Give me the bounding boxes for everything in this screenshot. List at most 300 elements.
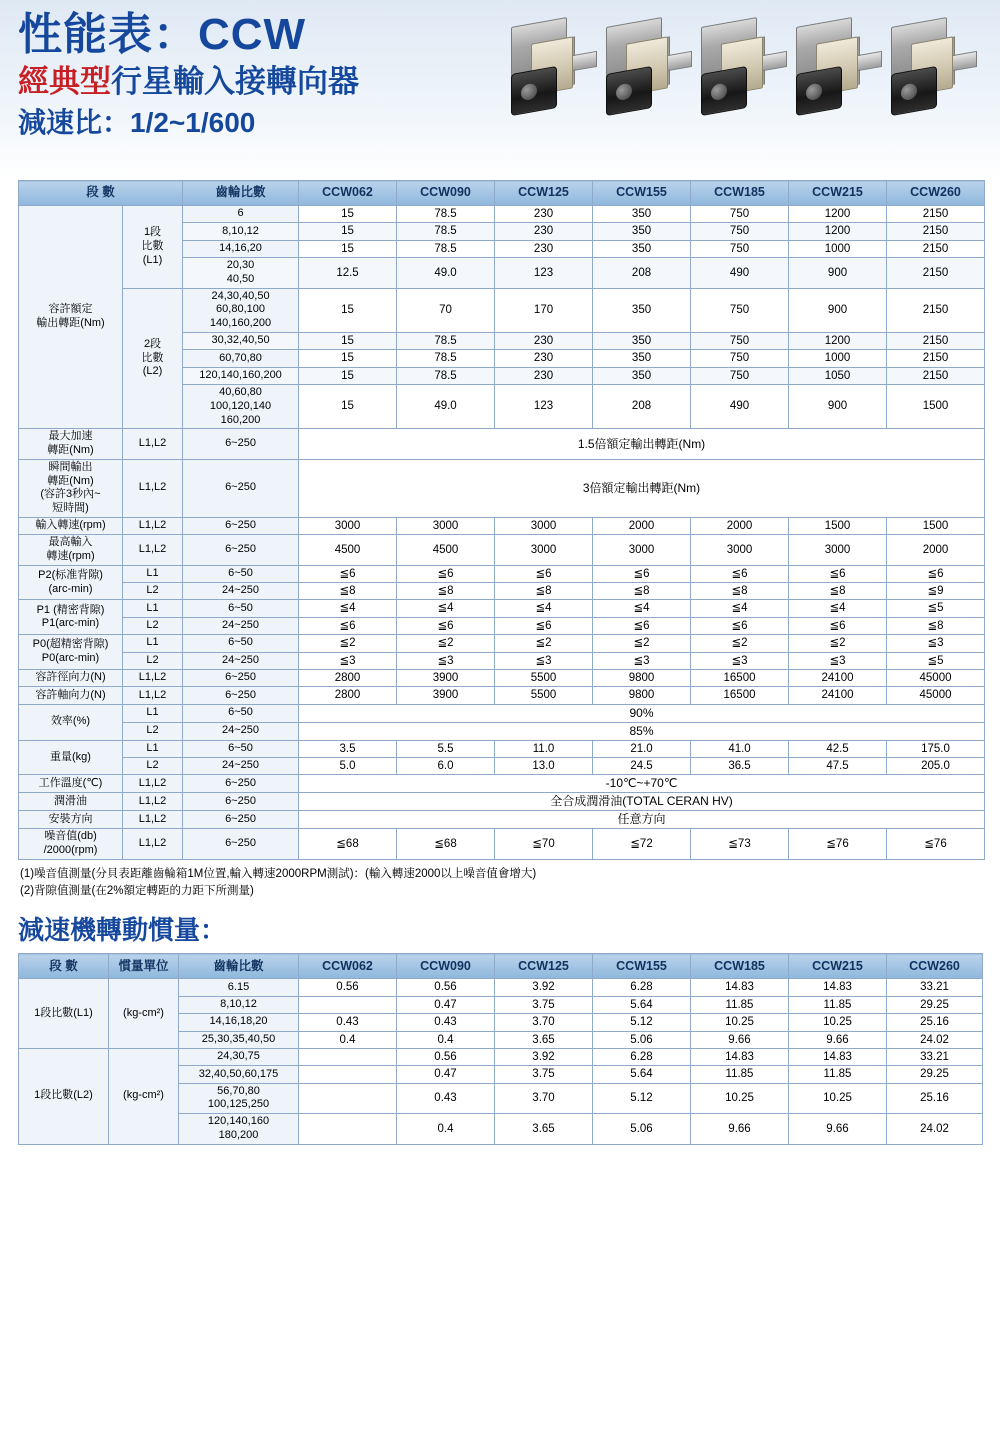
value-cell: 21.0 bbox=[593, 740, 691, 757]
value-cell: ≦73 bbox=[691, 829, 789, 860]
value-cell: 0.43 bbox=[397, 1014, 495, 1031]
ratio-cell: 6~250 bbox=[183, 535, 299, 566]
value-cell: 9.66 bbox=[789, 1031, 887, 1048]
gearbox-icon bbox=[505, 14, 601, 134]
spec-span-value: -10℃~+70℃ bbox=[299, 775, 985, 793]
ratio-cell: 120,140,160,200 bbox=[183, 367, 299, 384]
value-cell: 10.25 bbox=[691, 1083, 789, 1114]
value-cell: ≦6 bbox=[299, 565, 397, 582]
value-cell: 3000 bbox=[593, 535, 691, 566]
stage-cell: L1,L2 bbox=[123, 669, 183, 686]
gearbox-illustrations bbox=[505, 14, 995, 144]
page-header bbox=[0, 0, 1000, 180]
value-cell: ≦6 bbox=[789, 617, 887, 634]
value-cell: ≦68 bbox=[397, 829, 495, 860]
col-ccw062: CCW062 bbox=[299, 954, 397, 979]
value-cell: ≦8 bbox=[397, 583, 495, 600]
value-cell: ≦6 bbox=[299, 617, 397, 634]
spec-label: 輸入轉速(rpm) bbox=[19, 517, 123, 534]
value-cell: ≦5 bbox=[887, 600, 985, 617]
stage-cell: L1,L2 bbox=[123, 793, 183, 811]
ratio-cell: 6~250 bbox=[183, 429, 299, 460]
value-cell: 230 bbox=[495, 332, 593, 349]
table-row bbox=[19, 829, 985, 860]
ratio-cell: 24~250 bbox=[183, 758, 299, 775]
col-ccw260: CCW260 bbox=[887, 181, 985, 206]
value-cell: 11.85 bbox=[691, 996, 789, 1013]
value-cell: 49.0 bbox=[397, 385, 495, 429]
col-ccw125: CCW125 bbox=[495, 181, 593, 206]
value-cell: 6.28 bbox=[593, 1048, 691, 1065]
ratio-range: 減速比：1/2~1/600 bbox=[18, 106, 256, 138]
ratio-cell: 8,10,12 bbox=[183, 223, 299, 240]
value-cell: ≦6 bbox=[691, 565, 789, 582]
value-cell bbox=[299, 996, 397, 1013]
inertia-l1-label: 1段比數(L1) bbox=[19, 979, 109, 1049]
table-row bbox=[19, 288, 985, 332]
value-cell: ≦3 bbox=[789, 652, 887, 669]
value-cell: 0.56 bbox=[397, 1048, 495, 1065]
stage-cell: L1,L2 bbox=[123, 829, 183, 860]
value-cell: ≦8 bbox=[495, 583, 593, 600]
stage-cell: L1,L2 bbox=[123, 811, 183, 829]
value-cell: 3.92 bbox=[495, 979, 593, 996]
value-cell: 0.43 bbox=[299, 1014, 397, 1031]
value-cell: ≦72 bbox=[593, 829, 691, 860]
value-cell: 350 bbox=[593, 223, 691, 240]
main-table-wrap bbox=[0, 180, 1000, 900]
value-cell: 11.85 bbox=[789, 996, 887, 1013]
value-cell: ≦68 bbox=[299, 829, 397, 860]
value-cell: 78.5 bbox=[397, 350, 495, 367]
value-cell: 0.4 bbox=[397, 1031, 495, 1048]
spec-label: 最高輸入 轉速(rpm) bbox=[19, 535, 123, 566]
ratio-cell: 6~250 bbox=[183, 459, 299, 517]
value-cell: 350 bbox=[593, 288, 691, 332]
subtitle-red: 經典型 bbox=[18, 63, 111, 99]
spec-label: 重量(kg) bbox=[19, 740, 123, 775]
value-cell: 123 bbox=[495, 385, 593, 429]
value-cell: 6.0 bbox=[397, 758, 495, 775]
value-cell: ≦6 bbox=[593, 565, 691, 582]
value-cell: 230 bbox=[495, 206, 593, 223]
spec-label: 容許軸向力(N) bbox=[19, 687, 123, 704]
value-cell: 78.5 bbox=[397, 332, 495, 349]
value-cell: 45000 bbox=[887, 669, 985, 686]
value-cell: 900 bbox=[789, 258, 887, 289]
gearbox-icon bbox=[885, 14, 981, 134]
value-cell: 2150 bbox=[887, 332, 985, 349]
ratio-cell: 6~50 bbox=[183, 704, 299, 722]
value-cell: 2000 bbox=[593, 517, 691, 534]
value-cell: 36.5 bbox=[691, 758, 789, 775]
value-cell: ≦2 bbox=[691, 635, 789, 652]
value-cell: 3.92 bbox=[495, 1048, 593, 1065]
spec-label: 瞬間輸出 轉距(Nm) (容許3秒內~ 短時間) bbox=[19, 459, 123, 517]
table-row bbox=[19, 687, 985, 704]
col-unit: 慣量單位 bbox=[109, 954, 179, 979]
value-cell: 78.5 bbox=[397, 223, 495, 240]
value-cell: 750 bbox=[691, 350, 789, 367]
value-cell: 230 bbox=[495, 223, 593, 240]
value-cell: 4500 bbox=[299, 535, 397, 566]
stage-cell: L1 bbox=[123, 635, 183, 652]
value-cell: 11.85 bbox=[789, 1066, 887, 1083]
value-cell: 5500 bbox=[495, 669, 593, 686]
value-cell: ≦8 bbox=[789, 583, 887, 600]
value-cell: 170 bbox=[495, 288, 593, 332]
value-cell: 230 bbox=[495, 240, 593, 257]
value-cell: 15 bbox=[299, 332, 397, 349]
page-subtitle bbox=[18, 63, 359, 100]
stage-cell: L2 bbox=[123, 758, 183, 775]
value-cell: 1200 bbox=[789, 332, 887, 349]
ratio-cell: 6.15 bbox=[179, 979, 299, 996]
spec-label: 安裝方向 bbox=[19, 811, 123, 829]
value-cell: 33.21 bbox=[887, 1048, 983, 1065]
value-cell: 1500 bbox=[887, 517, 985, 534]
header-titles bbox=[18, 10, 359, 139]
value-cell: 3900 bbox=[397, 669, 495, 686]
value-cell: ≦6 bbox=[495, 565, 593, 582]
value-cell: 3000 bbox=[397, 517, 495, 534]
value-cell: 205.0 bbox=[887, 758, 985, 775]
value-cell: 2150 bbox=[887, 206, 985, 223]
table-row bbox=[19, 635, 985, 652]
stage-cell: L1,L2 bbox=[123, 775, 183, 793]
value-cell: 14.83 bbox=[789, 979, 887, 996]
value-cell: 25.16 bbox=[887, 1014, 983, 1031]
ratio-cell: 6~250 bbox=[183, 687, 299, 704]
value-cell: ≦6 bbox=[593, 617, 691, 634]
value-cell: 750 bbox=[691, 206, 789, 223]
stage-cell: L1,L2 bbox=[123, 429, 183, 460]
value-cell: 16500 bbox=[691, 687, 789, 704]
col-ccw215: CCW215 bbox=[789, 954, 887, 979]
value-cell: 1050 bbox=[789, 367, 887, 384]
table-row bbox=[19, 535, 985, 566]
table-row bbox=[19, 793, 985, 811]
value-cell: 750 bbox=[691, 367, 789, 384]
table-row bbox=[19, 775, 985, 793]
stage-cell: L2 bbox=[123, 722, 183, 740]
value-cell: 750 bbox=[691, 332, 789, 349]
ratio-cell: 6~250 bbox=[183, 775, 299, 793]
table-row bbox=[19, 758, 985, 775]
value-cell bbox=[299, 1048, 397, 1065]
table-row bbox=[19, 583, 985, 600]
value-cell: 2150 bbox=[887, 350, 985, 367]
inertia-l2-unit: (kg-cm²) bbox=[109, 1048, 179, 1144]
ratio-cell: 6~250 bbox=[183, 811, 299, 829]
subtitle-blue: 行星輸入接轉向器 bbox=[111, 63, 359, 99]
col-ccw260: CCW260 bbox=[887, 954, 983, 979]
ratio-cell: 20,30 40,50 bbox=[183, 258, 299, 289]
value-cell: 16500 bbox=[691, 669, 789, 686]
ratio-cell: 14,16,20 bbox=[183, 240, 299, 257]
col-ratio: 齒輪比數 bbox=[183, 181, 299, 206]
value-cell: 5.5 bbox=[397, 740, 495, 757]
value-cell: 0.4 bbox=[397, 1114, 495, 1145]
value-cell: 1000 bbox=[789, 350, 887, 367]
value-cell: 6.28 bbox=[593, 979, 691, 996]
value-cell: 350 bbox=[593, 350, 691, 367]
value-cell: 47.5 bbox=[789, 758, 887, 775]
inertia-table bbox=[18, 953, 983, 1144]
table-row bbox=[19, 600, 985, 617]
value-cell: 3.75 bbox=[495, 1066, 593, 1083]
stage-cell: L1,L2 bbox=[123, 517, 183, 534]
value-cell: ≦2 bbox=[397, 635, 495, 652]
value-cell: 24.02 bbox=[887, 1031, 983, 1048]
value-cell: 5500 bbox=[495, 687, 593, 704]
value-cell: 3.5 bbox=[299, 740, 397, 757]
table-row bbox=[19, 1048, 983, 1065]
value-cell: ≦6 bbox=[691, 617, 789, 634]
value-cell: 350 bbox=[593, 332, 691, 349]
value-cell: 350 bbox=[593, 367, 691, 384]
value-cell: 78.5 bbox=[397, 240, 495, 257]
col-ccw155: CCW155 bbox=[593, 181, 691, 206]
inertia-table-wrap bbox=[0, 953, 1000, 1144]
spec-label: 效率(%) bbox=[19, 704, 123, 740]
value-cell: ≦2 bbox=[495, 635, 593, 652]
value-cell: 1500 bbox=[789, 517, 887, 534]
ratio-cell: 120,140,160 180,200 bbox=[179, 1114, 299, 1145]
table-row bbox=[19, 652, 985, 669]
value-cell: 208 bbox=[593, 385, 691, 429]
gearbox-icon bbox=[600, 14, 696, 134]
value-cell: 0.47 bbox=[397, 1066, 495, 1083]
table-row bbox=[19, 704, 985, 722]
stage-cell: L1,L2 bbox=[123, 459, 183, 517]
page-title: 性能表：CCW bbox=[18, 10, 307, 59]
value-cell: ≦8 bbox=[593, 583, 691, 600]
value-cell: 3000 bbox=[789, 535, 887, 566]
spec-span-value: 任意方向 bbox=[299, 811, 985, 829]
col-ratio: 齒輪比數 bbox=[179, 954, 299, 979]
stage-cell: L1 bbox=[123, 704, 183, 722]
table-row bbox=[19, 206, 985, 223]
value-cell: 750 bbox=[691, 288, 789, 332]
spec-span-value: 90% bbox=[299, 704, 985, 722]
value-cell: 750 bbox=[691, 223, 789, 240]
value-cell: 2000 bbox=[691, 517, 789, 534]
value-cell: 0.56 bbox=[299, 979, 397, 996]
ratio-cell: 6 bbox=[183, 206, 299, 223]
value-cell: ≦76 bbox=[789, 829, 887, 860]
notes-block bbox=[20, 866, 982, 901]
value-cell: ≦4 bbox=[495, 600, 593, 617]
table-row bbox=[19, 429, 985, 460]
value-cell: 0.43 bbox=[397, 1083, 495, 1114]
value-cell: 2150 bbox=[887, 367, 985, 384]
col-ccw185: CCW185 bbox=[691, 954, 789, 979]
value-cell: 5.0 bbox=[299, 758, 397, 775]
value-cell: 15 bbox=[299, 288, 397, 332]
value-cell: 5.06 bbox=[593, 1031, 691, 1048]
value-cell: 1000 bbox=[789, 240, 887, 257]
value-cell: 9.66 bbox=[789, 1114, 887, 1145]
value-cell: 3000 bbox=[495, 517, 593, 534]
spec-label: 容許徑向力(N) bbox=[19, 669, 123, 686]
spec-label: P2(标准背隙) (arc-min) bbox=[19, 565, 123, 600]
value-cell: 24100 bbox=[789, 687, 887, 704]
value-cell: 123 bbox=[495, 258, 593, 289]
ratio-cell: 6~50 bbox=[183, 635, 299, 652]
value-cell: 78.5 bbox=[397, 367, 495, 384]
col-ccw155: CCW155 bbox=[593, 954, 691, 979]
ratio-cell: 14,16,18,20 bbox=[179, 1014, 299, 1031]
table-row bbox=[19, 740, 985, 757]
value-cell: 10.25 bbox=[789, 1014, 887, 1031]
value-cell: 11.0 bbox=[495, 740, 593, 757]
value-cell: 45000 bbox=[887, 687, 985, 704]
col-ccw215: CCW215 bbox=[789, 181, 887, 206]
value-cell: ≦8 bbox=[887, 617, 985, 634]
value-cell: 10.25 bbox=[789, 1083, 887, 1114]
value-cell: ≦8 bbox=[691, 583, 789, 600]
stage-cell: L2 bbox=[123, 652, 183, 669]
value-cell: 175.0 bbox=[887, 740, 985, 757]
table-row bbox=[19, 669, 985, 686]
value-cell bbox=[299, 1066, 397, 1083]
ratio-cell: 24,30,75 bbox=[179, 1048, 299, 1065]
value-cell: 15 bbox=[299, 223, 397, 240]
value-cell: 2150 bbox=[887, 258, 985, 289]
value-cell: 15 bbox=[299, 385, 397, 429]
note-1: (1)噪音值測量(分貝表距離齒輪箱1M位置,輸入轉速2000RPM測試)：(輸入轉速2000以上噪音值會增大) bbox=[20, 867, 537, 880]
value-cell: 3.65 bbox=[495, 1114, 593, 1145]
ratio-cell: 24,30,40,50 60,80,100 140,160,200 bbox=[183, 288, 299, 332]
value-cell: 3.70 bbox=[495, 1083, 593, 1114]
stage-l2-label: 2段 比數 (L2) bbox=[123, 288, 183, 429]
value-cell: 24.5 bbox=[593, 758, 691, 775]
table-row bbox=[19, 617, 985, 634]
value-cell: 0.56 bbox=[397, 979, 495, 996]
value-cell: 15 bbox=[299, 240, 397, 257]
ratio-cell: 6~250 bbox=[183, 793, 299, 811]
value-cell bbox=[299, 1083, 397, 1114]
spec-label: 潤滑油 bbox=[19, 793, 123, 811]
value-cell: 3.70 bbox=[495, 1014, 593, 1031]
value-cell: 78.5 bbox=[397, 206, 495, 223]
value-cell: ≦3 bbox=[299, 652, 397, 669]
value-cell: 12.5 bbox=[299, 258, 397, 289]
col-ccw090: CCW090 bbox=[397, 954, 495, 979]
value-cell: 15 bbox=[299, 206, 397, 223]
value-cell: 9.66 bbox=[691, 1031, 789, 1048]
col-stage: 段 數 bbox=[19, 181, 183, 206]
value-cell: ≦3 bbox=[495, 652, 593, 669]
value-cell: 5.12 bbox=[593, 1083, 691, 1114]
value-cell: ≦70 bbox=[495, 829, 593, 860]
value-cell: 0.4 bbox=[299, 1031, 397, 1048]
gearbox-icon bbox=[790, 14, 886, 134]
ratio-cell: 6~50 bbox=[183, 600, 299, 617]
stage-l1-label: 1段 比數 (L1) bbox=[123, 206, 183, 289]
value-cell: 490 bbox=[691, 385, 789, 429]
value-cell: 14.83 bbox=[789, 1048, 887, 1065]
value-cell bbox=[299, 1114, 397, 1145]
stage-cell: L1 bbox=[123, 565, 183, 582]
table-row bbox=[19, 811, 985, 829]
ratio-cell: 40,60,80 100,120,140 160,200 bbox=[183, 385, 299, 429]
spec-span-value: 全合成潤滑油(TOTAL CERAN HV) bbox=[299, 793, 985, 811]
value-cell: 490 bbox=[691, 258, 789, 289]
value-cell: 11.85 bbox=[691, 1066, 789, 1083]
value-cell: 4500 bbox=[397, 535, 495, 566]
stage-cell: L1,L2 bbox=[123, 535, 183, 566]
spec-label: 工作溫度(℃) bbox=[19, 775, 123, 793]
value-cell: ≦6 bbox=[887, 565, 985, 582]
table-row bbox=[19, 517, 985, 534]
value-cell: 3900 bbox=[397, 687, 495, 704]
col-ccw090: CCW090 bbox=[397, 181, 495, 206]
value-cell: 5.64 bbox=[593, 996, 691, 1013]
performance-table bbox=[18, 180, 985, 860]
stage-cell: L1,L2 bbox=[123, 687, 183, 704]
ratio-cell: 6~250 bbox=[183, 829, 299, 860]
value-cell: 3000 bbox=[691, 535, 789, 566]
value-cell: 13.0 bbox=[495, 758, 593, 775]
value-cell: ≦4 bbox=[691, 600, 789, 617]
value-cell: ≦6 bbox=[789, 565, 887, 582]
value-cell: ≦2 bbox=[299, 635, 397, 652]
value-cell: 0.47 bbox=[397, 996, 495, 1013]
spec-span-value: 3倍額定輸出轉距(Nm) bbox=[299, 459, 985, 517]
value-cell: 1200 bbox=[789, 206, 887, 223]
value-cell: 49.0 bbox=[397, 258, 495, 289]
ratio-cell: 25,30,35,40,50 bbox=[179, 1031, 299, 1048]
value-cell: 9800 bbox=[593, 669, 691, 686]
col-ccw062: CCW062 bbox=[299, 181, 397, 206]
value-cell: ≦76 bbox=[887, 829, 985, 860]
ratio-cell: 30,32,40,50 bbox=[183, 332, 299, 349]
value-cell: 5.06 bbox=[593, 1114, 691, 1145]
spec-label: P1 (精密背隙) P1(arc-min) bbox=[19, 600, 123, 635]
inertia-header-row bbox=[19, 954, 983, 979]
value-cell: 5.64 bbox=[593, 1066, 691, 1083]
note-2: (2)背隙值測量(在2%額定轉距的力距下所測量) bbox=[20, 885, 254, 898]
value-cell: ≦3 bbox=[691, 652, 789, 669]
value-cell: ≦4 bbox=[789, 600, 887, 617]
value-cell: ≦4 bbox=[593, 600, 691, 617]
value-cell: ≦6 bbox=[397, 617, 495, 634]
value-cell: 10.25 bbox=[691, 1014, 789, 1031]
value-cell: 3.75 bbox=[495, 996, 593, 1013]
inertia-section-title: 減速機轉動慣量： bbox=[18, 915, 227, 946]
value-cell: 2150 bbox=[887, 288, 985, 332]
value-cell: 24100 bbox=[789, 669, 887, 686]
value-cell: ≦6 bbox=[397, 565, 495, 582]
value-cell: 42.5 bbox=[789, 740, 887, 757]
value-cell: 15 bbox=[299, 367, 397, 384]
value-cell: ≦3 bbox=[397, 652, 495, 669]
stage-cell: L1 bbox=[123, 740, 183, 757]
table-header-row bbox=[19, 181, 985, 206]
table-row bbox=[19, 459, 985, 517]
ratio-cell: 6~50 bbox=[183, 565, 299, 582]
value-cell: 750 bbox=[691, 240, 789, 257]
value-cell: 2800 bbox=[299, 687, 397, 704]
ratio-cell: 56,70,80 100,125,250 bbox=[179, 1083, 299, 1114]
value-cell: 5.12 bbox=[593, 1014, 691, 1031]
spec-span-value: 85% bbox=[299, 722, 985, 740]
value-cell: 3000 bbox=[299, 517, 397, 534]
value-cell: 208 bbox=[593, 258, 691, 289]
value-cell: 1200 bbox=[789, 223, 887, 240]
